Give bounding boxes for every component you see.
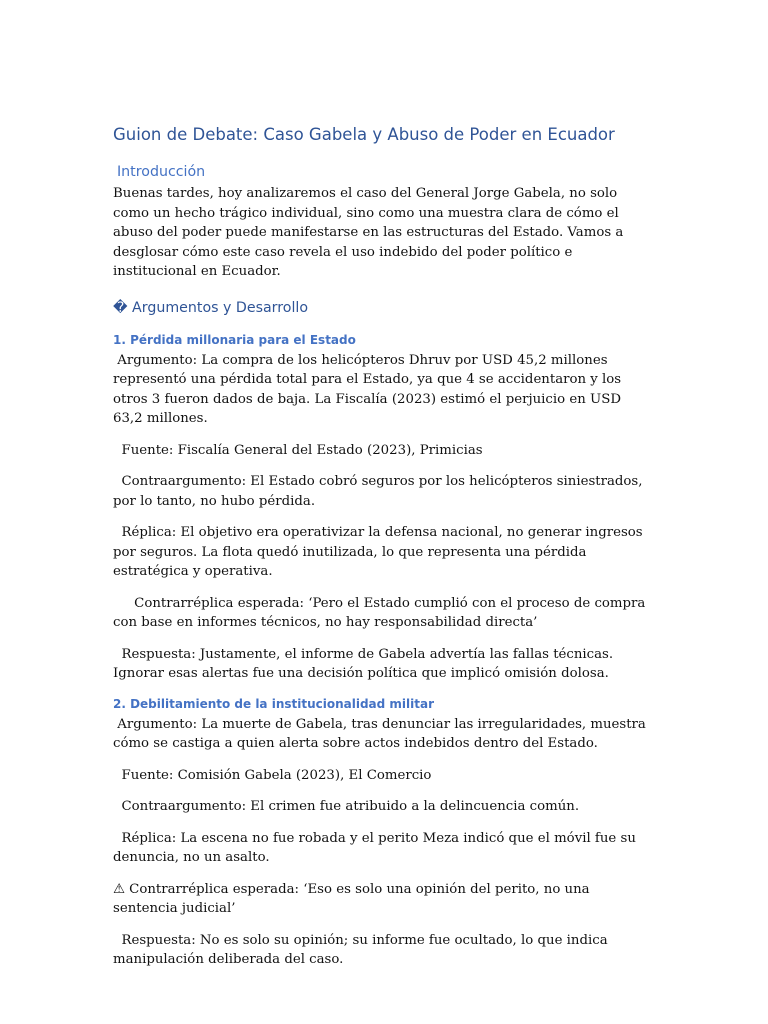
section-1 — [113, 332, 653, 684]
section-2-contrarreplica: ⚠ Contrarréplica esperada: ‘Eso es solo una opinión del perito, no una sentencia judicial’ — [113, 881, 594, 916]
document-page — [113, 124, 653, 982]
section-1-argumento: Argumento: La compra de los helicópteros Dhruv por USD 45,2 millones representó una pérdida total para el Estado, ya que 4 se accidentaron y los otros 3 fueron dados de baja. La Fiscalía (2023) estimó el perjuicio en USD 63,2 millones. — [113, 352, 626, 426]
section-2-fuente: Fuente: Comisión Gabela (2023), El Comercio — [113, 767, 432, 783]
document-title: Guion de Debate: Caso Gabela y Abuso de Poder en Ecuador — [113, 125, 615, 144]
section-2-argumento: Argumento: La muerte de Gabela, tras denunciar las irregularidades, muestra cómo se castiga a quien alerta sobre actos indebidos dentro del Estado. — [113, 716, 651, 751]
section-1-replica: Réplica: El objetivo era operativizar la defensa nacional, no generar ingresos por seguros. La flota quedó inutilizada, lo que representa una pérdida estratégica y operativa. — [113, 525, 647, 579]
section-1-fuente: Fuente: Fiscalía General del Estado (2023), Primicias — [113, 442, 483, 458]
intro-heading: Introducción — [117, 164, 206, 180]
section-1-respuesta: Respuesta: Justamente, el informe de Gabela advertía las fallas técnicas. Ignorar esas alertas fue una decisión política que implicó omisión dolosa. — [113, 646, 618, 681]
section-2-respuesta: Respuesta: No es solo su opinión; su informe fue ocultado, lo que indica manipulación deliberada del caso. — [113, 932, 612, 967]
section-2 — [113, 696, 653, 970]
section-2-heading: 2. Debilitamiento de la institucionalidad militar — [113, 696, 435, 711]
intro-paragraph: Buenas tardes, hoy analizaremos el caso del General Jorge Gabela, no solo como un hecho trágico individual, sino como una muestra clara de cómo el abuso del poder puede manifestarse en las estructuras del Estado. Vamos a desglosar cómo este caso revela el uso indebido del poder político e institucional en Ecuador. — [113, 186, 624, 279]
arguments-heading: � Argumentos y Desarrollo — [113, 299, 309, 316]
section-1-contrarreplica: Contrarréplica esperada: ‘Pero el Estado cumplió con el proceso de compra con base en informes técnicos, no hay responsabilidad directa’ — [113, 595, 650, 630]
section-2-replica: Réplica: La escena no fue robada y el perito Meza indicó que el móvil fue su denuncia, no un asalto. — [113, 830, 641, 865]
section-1-heading: 1. Pérdida millonaria para el Estado — [113, 332, 356, 347]
section-2-contraargumento: Contraargumento: El crimen fue atribuido a la delincuencia común. — [113, 799, 580, 814]
section-1-contraargumento: Contraargumento: El Estado cobró seguros por los helicópteros siniestrados, por lo tanto, no hubo pérdida. — [113, 474, 647, 509]
